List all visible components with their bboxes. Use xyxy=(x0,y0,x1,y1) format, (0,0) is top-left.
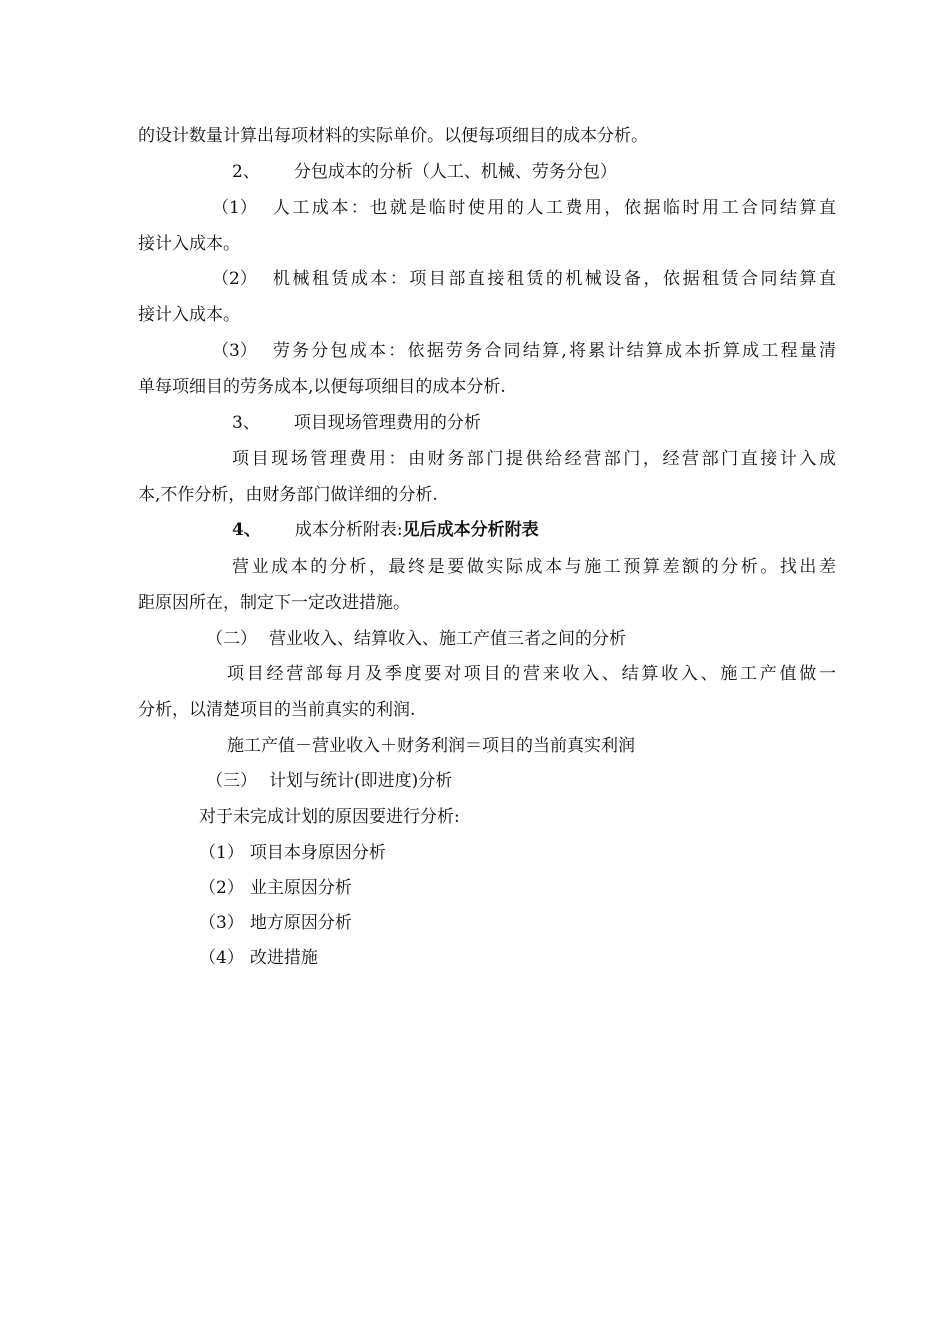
item-text: 人工成本：也就是临时使用的人工费用，依据临时用工合同结算直 xyxy=(272,198,836,218)
paragraph-text: 营业成本的分析，最终是要做实际成本与施工预算差额的分析。找出差 xyxy=(232,557,836,577)
item-text: 劳务分包成本：依据劳务合同结算,将累计结算成本折算成工程量清 xyxy=(272,341,836,361)
section-number: 4、 xyxy=(232,520,261,540)
list-item-1 xyxy=(212,196,836,220)
item-text-cont: 单每项细目的劳务成本,以便每项细目的成本分析. xyxy=(138,377,506,397)
paragraph-line xyxy=(138,483,950,507)
section-title: 项目现场管理费用的分析 xyxy=(293,413,481,433)
paragraph-line xyxy=(138,591,950,615)
paragraph-text: 的设计数量计算出每项材料的实际单价。以便每项细目的成本分析。 xyxy=(138,126,648,146)
section-heading-3 xyxy=(232,411,950,435)
list-item-text: 业主原因分析 xyxy=(249,878,352,898)
item-text-cont: 接计入成本。 xyxy=(138,234,240,254)
formula-line xyxy=(227,734,950,758)
paragraph-line xyxy=(232,447,836,471)
subheading-title: 计划与统计(即进度)分析 xyxy=(269,771,453,791)
section-title: 分包成本的分析（人工、机械、劳务分包） xyxy=(293,162,617,182)
section-title-bold: 见后成本分析附表 xyxy=(402,520,539,540)
item-continuation xyxy=(138,303,950,327)
paragraph-text: 本,不作分析，由财务部门做详细的分析. xyxy=(138,485,438,505)
paragraph-text: 距原因所在，制定下一定改进措施。 xyxy=(138,593,410,613)
item-number: （3） xyxy=(212,341,257,361)
list-item-text: 改进措施 xyxy=(249,948,318,968)
paragraph-line xyxy=(199,805,950,829)
paragraph-text: 对于未完成计划的原因要进行分析: xyxy=(199,807,460,827)
item-continuation xyxy=(138,375,950,399)
paragraph-line xyxy=(138,698,950,722)
item-text-cont: 接计入成本。 xyxy=(138,305,240,325)
list-item-number: （3） xyxy=(199,913,244,933)
subheading-number: （三） xyxy=(206,771,257,791)
subheading-title: 营业收入、结算收入、施工产值三者之间的分析 xyxy=(269,629,626,649)
section-number: 3、 xyxy=(232,413,260,433)
paragraph-line xyxy=(232,555,836,579)
list-item-number: （1） xyxy=(199,843,244,863)
list-item-text: 项目本身原因分析 xyxy=(249,843,386,863)
paragraph-text: 分析，以清楚项目的当前真实的利润. xyxy=(138,700,416,720)
subheading-2 xyxy=(206,627,950,651)
section-heading-4 xyxy=(232,518,950,542)
list-item-number: （2） xyxy=(199,878,244,898)
list-item xyxy=(199,876,950,900)
paragraph-line xyxy=(138,124,950,148)
list-item xyxy=(199,946,950,970)
section-heading-2 xyxy=(232,160,950,184)
list-item-3 xyxy=(212,339,836,363)
paragraph-line xyxy=(227,662,836,686)
list-item xyxy=(199,911,950,935)
list-item-2 xyxy=(212,267,836,291)
section-title: 成本分析附表: xyxy=(294,520,403,540)
list-item-text: 地方原因分析 xyxy=(249,913,352,933)
section-number: 2、 xyxy=(232,162,260,182)
item-number: （1） xyxy=(212,198,257,218)
item-text: 机械租赁成本：项目部直接租赁的机械设备，依据租赁合同结算直 xyxy=(272,269,836,289)
formula-text: 施工产值－营业收入＋财务利润＝项目的当前真实利润 xyxy=(227,736,635,756)
paragraph-text: 项目现场管理费用：由财务部门提供给经营部门，经营部门直接计入成 xyxy=(232,449,836,469)
list-item-number: （4） xyxy=(199,948,244,968)
subheading-3 xyxy=(206,769,950,793)
item-number: （2） xyxy=(212,269,257,289)
list-item xyxy=(199,841,950,865)
subheading-number: （二） xyxy=(206,629,257,649)
item-continuation xyxy=(138,232,950,256)
paragraph-text: 项目经营部每月及季度要对项目的营来收入、结算收入、施工产值做一 xyxy=(227,664,836,684)
